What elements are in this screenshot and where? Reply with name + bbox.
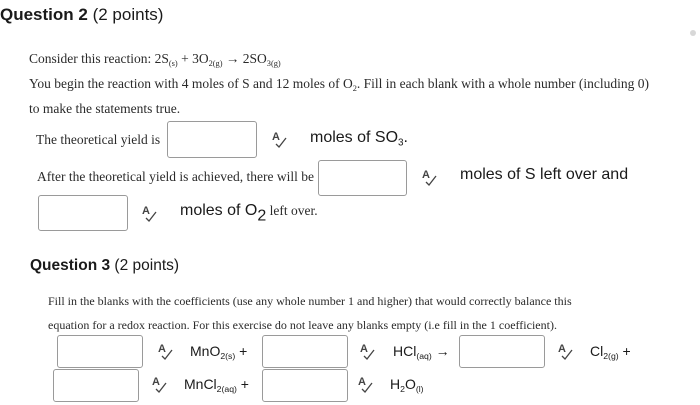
coef-h2o-input[interactable] [262, 369, 348, 402]
question-3-points: (2 points) [114, 257, 180, 274]
q3-instructions-line2: equation for a redox reaction. For this exercise do not leave any blanks empty (i.e fill in the 1 coefficient). [48, 318, 557, 332]
question-2-title [0, 5, 163, 25]
coef-mncl2-input[interactable] [53, 369, 139, 402]
term-h2o-h: H [390, 376, 401, 392]
q2-instr-a: You begin the reaction with 4 moles of S and 12 moles of O [29, 76, 353, 91]
scroll-indicator [690, 30, 696, 36]
q2-instructions-line1 [29, 76, 649, 93]
reaction-s: 2S [154, 51, 169, 66]
term-hcl-sub: (aq) [416, 351, 432, 362]
reaction-so3: → 2SO [222, 51, 267, 66]
spellcheck-icon[interactable]: A [141, 206, 157, 222]
yield-label: The theoretical yield is [36, 132, 161, 147]
yield-suffix [310, 129, 408, 148]
q2-instr-b: . Fill in each blank with a whole number (including 0) [356, 76, 649, 91]
spellcheck-icon[interactable]: A [421, 170, 437, 186]
term-mno2 [190, 343, 247, 361]
term-cl2-formula: Cl [590, 343, 604, 359]
term-h2o-h-sub: 2 [400, 384, 405, 395]
yield-suffix-text: moles of SO [310, 129, 399, 146]
term-mno2-after: + [235, 343, 248, 359]
coef-cl2-input[interactable] [459, 335, 545, 368]
term-mncl2 [184, 376, 249, 394]
question-2-label: Question 2 [0, 5, 88, 24]
o2-suffix-sub: 2 [257, 207, 267, 225]
term-cl2 [590, 343, 631, 361]
term-hcl-formula: HCl [393, 343, 417, 359]
q3-instructions-line1: Fill in the blanks with the coefficients (use any whole number 1 and higher) that would correctly balance this [48, 294, 572, 308]
spellcheck-icon[interactable]: A [151, 377, 167, 393]
question-3-title [30, 257, 179, 275]
spellcheck-icon[interactable]: A [359, 344, 375, 360]
coef-hcl-input[interactable] [262, 335, 348, 368]
question-2-points: (2 points) [92, 5, 164, 24]
after-label: After the theoretical yield is achieved, there will be [37, 169, 315, 184]
term-h2o-state: (l) [415, 384, 424, 395]
term-h2o-o: O [404, 376, 416, 392]
term-mncl2-after: + [236, 376, 249, 392]
spellcheck-icon[interactable]: A [357, 377, 373, 393]
o2-left-input[interactable] [38, 195, 128, 231]
o2-suffix-b: left over. [266, 203, 318, 218]
reaction-o2-state: 2(g) [208, 58, 223, 68]
yield-suffix-sub: 3 [398, 137, 404, 149]
spellcheck-icon[interactable]: A [157, 344, 173, 360]
reaction-so3-state: 3(g) [266, 58, 281, 68]
spellcheck-icon[interactable]: A [271, 132, 287, 148]
q2-instructions-line2: to make the statements true. [29, 101, 181, 116]
term-mncl2-sub: 2(aq) [216, 384, 237, 395]
term-mncl2-formula: MnCl [184, 376, 217, 392]
s-left-input[interactable] [318, 160, 407, 196]
reaction-line [29, 51, 281, 68]
term-mno2-formula: MnO [190, 343, 221, 359]
term-cl2-after: + [618, 343, 631, 359]
question-3-label: Question 3 [30, 257, 111, 274]
spellcheck-icon[interactable]: A [557, 344, 573, 360]
term-h2o [390, 376, 424, 394]
reaction-intro: Consider this reaction: [29, 51, 155, 66]
o2-suffix-a: moles of O [180, 202, 258, 219]
term-hcl [393, 343, 450, 361]
reaction-o2: + 3O [177, 51, 209, 66]
q2-instr-sub: 2 [352, 83, 357, 93]
term-cl2-sub: 2(g) [603, 351, 619, 362]
o2-left-suffix [180, 202, 318, 226]
s-left-suffix: moles of S left over and [460, 166, 629, 183]
term-mno2-sub: 2(s) [220, 351, 236, 362]
term-hcl-after: → [431, 343, 450, 359]
yield-input[interactable] [167, 121, 257, 158]
yield-suffix-end: . [403, 129, 408, 146]
coef-mno2-input[interactable] [57, 335, 143, 368]
reaction-s-state: (s) [168, 58, 178, 68]
